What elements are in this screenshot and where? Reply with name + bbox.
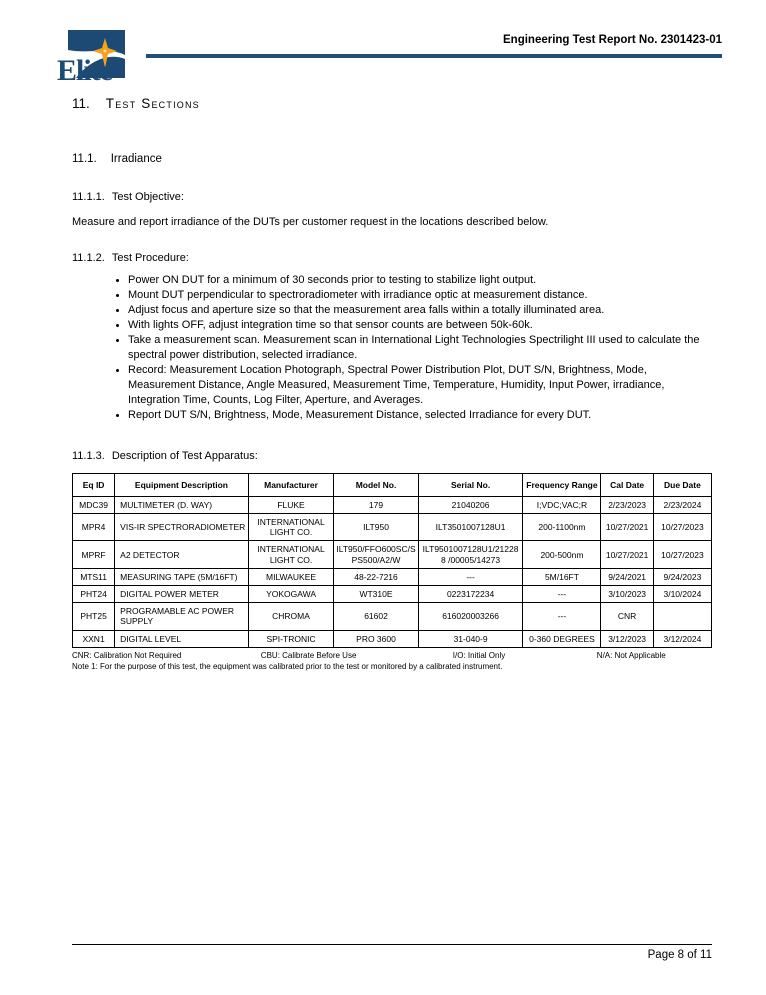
table-cell <box>653 603 711 630</box>
table-cell: 2/23/2023 <box>601 496 653 513</box>
heading-number: 11.1.3. <box>72 450 105 463</box>
table-cell: FLUKE <box>248 496 334 513</box>
page-number-label: Page 8 of 11 <box>647 949 712 961</box>
table-cell: INTERNATIONAL LIGHT CO. <box>248 514 334 541</box>
table-cell: 5M/16FT <box>523 568 601 585</box>
star-center-dot <box>104 50 107 53</box>
table-row <box>73 568 712 585</box>
procedure-bullet: • With lights OFF, adjust integration time so that sensor counts are between 50k-60k. <box>128 318 712 333</box>
subsection-number: 11.1. <box>72 152 97 165</box>
table-cell: CHROMA <box>248 603 334 630</box>
table-row <box>73 585 712 602</box>
table-cell: 0-360 DEGREES <box>523 630 601 647</box>
heading-title: Description of Test Apparatus: <box>111 450 258 463</box>
procedure-bullet: • Take a measurement scan. Measurement scan in International Light Technologies Spectrilight III used to calculate the spectral power distribution, selected irradiance. <box>128 333 712 363</box>
table-cell: ILT950/FFO600SC/SPS500/A2/W <box>334 541 418 568</box>
column-header: Frequency Range <box>523 473 601 496</box>
table-cell: ILT950 <box>334 514 418 541</box>
table-row <box>73 496 712 513</box>
table-cell: 10/27/2021 <box>601 514 653 541</box>
table-cell: 21040206 <box>418 496 523 513</box>
table-cell: SPI-TRONIC <box>248 630 334 647</box>
procedure-bullet: • Mount DUT perpendicular to spectroradiometer with irradiance optic at measurement distance. <box>128 288 712 303</box>
table-cell: 2/23/2024 <box>653 496 711 513</box>
section-heading-test-sections <box>72 95 712 113</box>
table-cell: 179 <box>334 496 418 513</box>
column-header: Eq ID <box>73 473 115 496</box>
column-header: Equipment Description <box>115 473 249 496</box>
table-row <box>73 630 712 647</box>
table-cell: WT310E <box>334 585 418 602</box>
objective-paragraph: Measure and report irradiance of the DUTs per customer request in the locations described below. <box>72 215 549 228</box>
table-cell: MEASURING TAPE (5M/16FT) <box>115 568 249 585</box>
table-cell: 200-1100nm <box>523 514 601 541</box>
table-cell: 61602 <box>334 603 418 630</box>
heading-number: 11.1.2. <box>72 252 105 265</box>
table-note: Note 1: For the purpose of this test, the equipment was calibrated prior to the test or monitored by a calibrated instrument. <box>72 662 503 672</box>
procedure-bullet: • Record: Measurement Location Photograph, Spectral Power Distribution Plot, DUT S/N, Brightness, Mode, Measurement Distance, Angle Measured, Measurement Time, Temperature, Humidity, Input Power, irradiance, Integration Time, Counts, Log Filter, Aperture, and Averages. <box>128 363 712 408</box>
table-cell: 10/27/2023 <box>653 541 711 568</box>
table-cell: 48-22-7216 <box>334 568 418 585</box>
procedure-bullet-list <box>72 273 712 423</box>
table-cell: --- <box>523 603 601 630</box>
procedure-bullet: • Report DUT S/N, Brightness, Mode, Measurement Distance, selected Irradiance for every DUT. <box>128 408 712 423</box>
table-cell: 616020003266 <box>418 603 523 630</box>
procedure-bullet: • Power ON DUT for a minimum of 30 seconds prior to testing to stabilize light output. <box>128 273 712 288</box>
table-cell: PHT24 <box>73 585 115 602</box>
table-cell: YOKOGAWA <box>248 585 334 602</box>
table-cell: I;VDC;VAC;R <box>523 496 601 513</box>
heading-number: 11.1.1. <box>72 191 105 204</box>
column-header: Cal Date <box>601 473 653 496</box>
legend-na: N/A: Not Applicable <box>596 650 666 660</box>
table-cell: --- <box>418 568 523 585</box>
logo-wordmark: Elite <box>57 54 112 87</box>
abbreviation-legend <box>72 651 712 661</box>
table-cell: MPRF <box>73 541 115 568</box>
table-row <box>73 514 712 541</box>
table-cell: MTS11 <box>73 568 115 585</box>
heading-test-apparatus <box>72 449 712 463</box>
table-cell: 10/27/2021 <box>601 541 653 568</box>
heading-test-procedure <box>72 251 712 265</box>
table-header-row <box>73 473 712 496</box>
apparatus-table <box>72 473 712 648</box>
table-cell: XXN1 <box>73 630 115 647</box>
table-cell: DIGITAL LEVEL <box>115 630 249 647</box>
table-cell: PRO 3600 <box>334 630 418 647</box>
column-header: Due Date <box>653 473 711 496</box>
table-cell: DIGITAL POWER METER <box>115 585 249 602</box>
table-cell: 0223172234 <box>418 585 523 602</box>
table-cell: 10/27/2023 <box>653 514 711 541</box>
table-cell: INTERNATIONAL LIGHT CO. <box>248 541 334 568</box>
table-cell: 9/24/2023 <box>653 568 711 585</box>
table-cell: PROGRAMABLE AC POWER SUPPLY <box>115 603 249 630</box>
column-header: Manufacturer <box>248 473 334 496</box>
table-cell: MPR4 <box>73 514 115 541</box>
legend-cbu: CBU: Calibrate Before Use <box>260 650 357 660</box>
table-cell: 3/10/2024 <box>653 585 711 602</box>
table-row <box>73 603 712 630</box>
section-title: Test Sections <box>105 96 200 111</box>
page-footer <box>72 944 712 961</box>
table-cell: 31-040-9 <box>418 630 523 647</box>
table-cell: MILWAUKEE <box>248 568 334 585</box>
elite-logo <box>57 30 139 92</box>
procedure-bullet: • Adjust focus and aperture size so that the measurement area falls within a totally illuminated area. <box>128 303 712 318</box>
column-header: Serial No. <box>418 473 523 496</box>
table-cell: 200-500nm <box>523 541 601 568</box>
subsection-title: Irradiance <box>110 152 162 165</box>
report-header <box>146 34 722 58</box>
legend-cnr: CNR: Calibration Not Required <box>72 650 182 660</box>
table-cell: ILT3501007128U1 <box>418 514 523 541</box>
table-cell: PHT25 <box>73 603 115 630</box>
heading-test-objective <box>72 190 712 204</box>
table-cell: 9/24/2021 <box>601 568 653 585</box>
table-cell: 3/12/2024 <box>653 630 711 647</box>
table-cell: MDC39 <box>73 496 115 513</box>
subsection-heading-irradiance <box>72 152 712 167</box>
table-cell: VIS-IR SPECTRORADIOMETER <box>115 514 249 541</box>
table-cell: 3/12/2023 <box>601 630 653 647</box>
table-cell: MULTIMETER (D. WAY) <box>115 496 249 513</box>
report-title: Engineering Test Report No. 2301423-01 <box>503 34 722 46</box>
heading-title: Test Objective: <box>111 191 184 204</box>
legend-io: I/O: Initial Only <box>452 650 506 660</box>
table-cell: ILT9501007128U1/212288 /00005/14273 <box>418 541 523 568</box>
table-cell: 3/10/2023 <box>601 585 653 602</box>
table-row <box>73 541 712 568</box>
table-cell: CNR <box>601 603 653 630</box>
table-cell: --- <box>523 585 601 602</box>
section-number: 11. <box>72 96 90 111</box>
table-cell: A2 DETECTOR <box>115 541 249 568</box>
document-body <box>72 95 712 673</box>
column-header: Model No. <box>334 473 418 496</box>
heading-title: Test Procedure: <box>111 252 189 265</box>
